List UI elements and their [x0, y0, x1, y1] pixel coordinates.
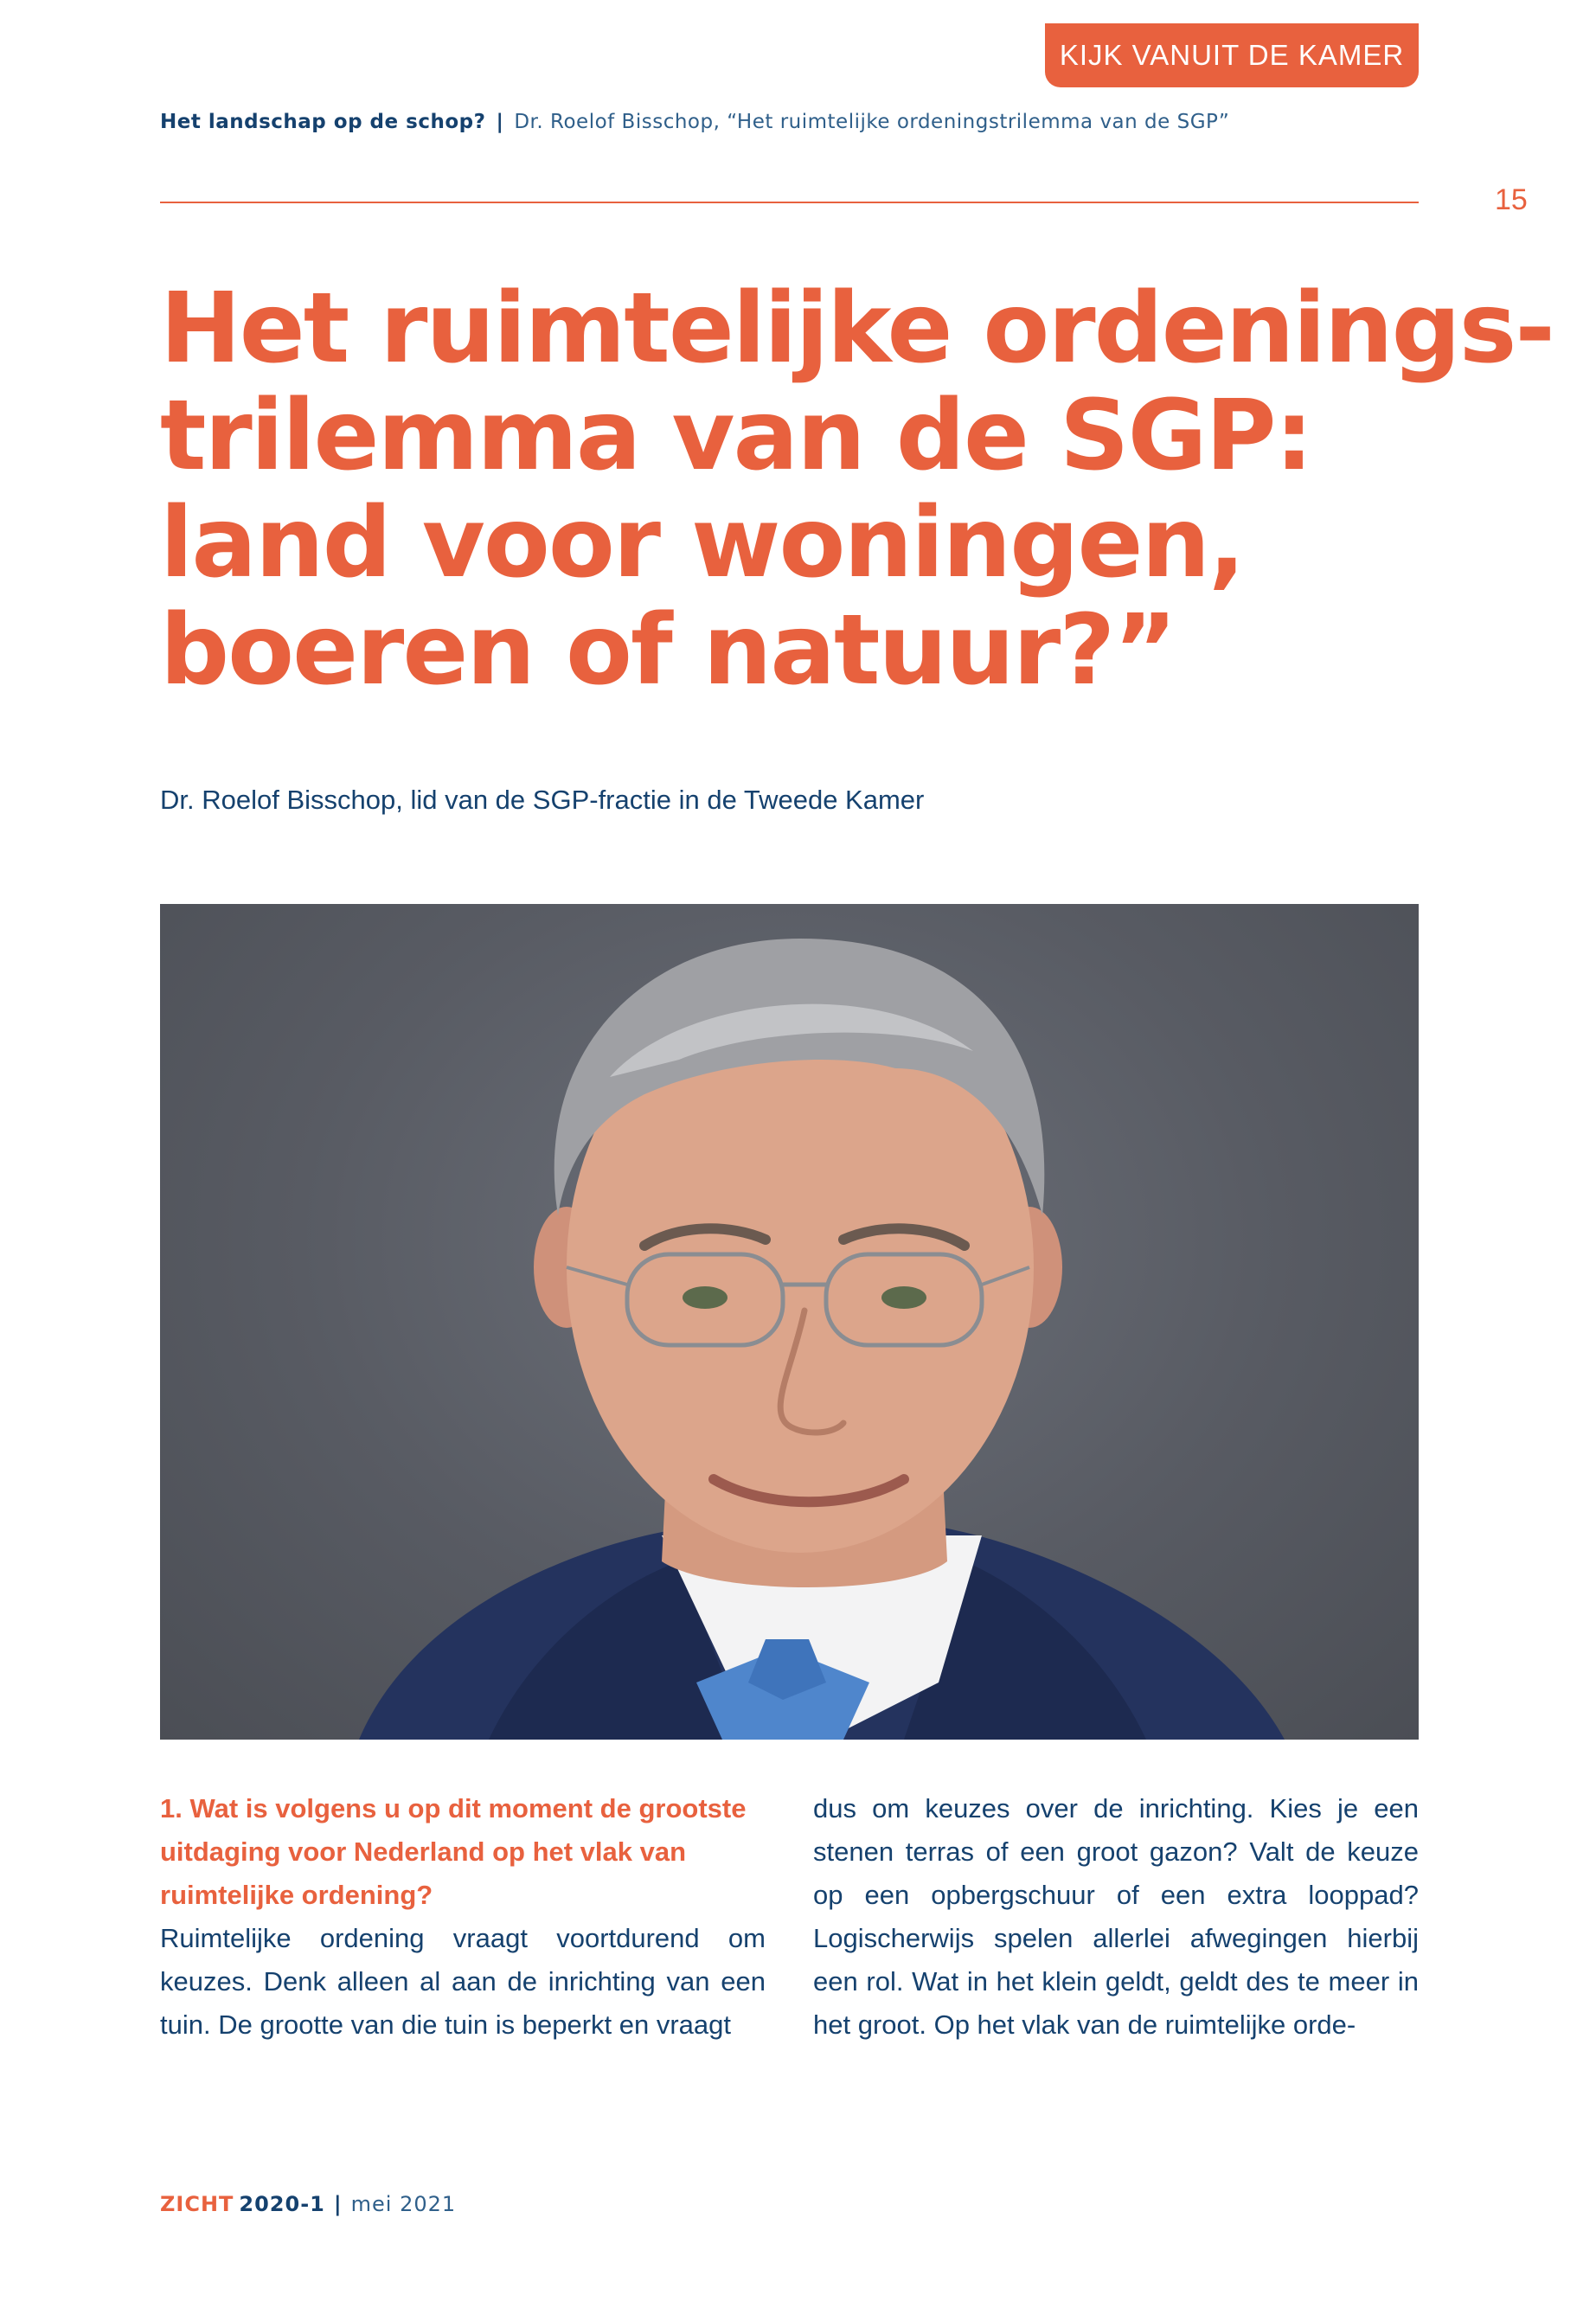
title-line: land voor woningen,: [160, 487, 1244, 599]
author-portrait-photo: [160, 904, 1419, 1740]
running-head-article: Dr. Roelof Bisschop, “Het ruimtelijke ordeningstrilemma van de SGP”: [514, 111, 1230, 133]
title-line: trilemma van de SGP:: [160, 380, 1312, 492]
running-head-separator: |: [496, 111, 504, 133]
answer-text-continued: dus om keuzes over de inrichting. Kies je een stenen terras of een groot gazon? Valt de keuze op een opbergschuur of een extra looppad? Logischerwijs spelen allerlei afwegingen hierbij een rol. Wat in het klein geldt, geldt des te meer in het groot. Op het vlak van de ruimtelijke orde-: [813, 1793, 1419, 2040]
byline: Dr. Roelof Bisschop, lid van de SGP-fractie in de Tweede Kamer: [160, 785, 925, 815]
running-head-series: Het landschap op de schop?: [160, 111, 486, 133]
interview-question: 1. Wat is volgens u op dit moment de grootste uitdaging voor Nederland op het vlak van ruimtelijke ordening?: [160, 1793, 747, 1910]
footer-date: mei 2021: [350, 2192, 457, 2216]
title-line: boeren of natuur?”: [160, 594, 1176, 707]
footer-issue: 2020-1: [239, 2192, 325, 2216]
running-head: [160, 111, 1229, 133]
title-line: Het ruimtelijke ordenings-: [160, 272, 1554, 385]
column-right: [813, 1787, 1419, 2047]
article-title: [160, 272, 1554, 707]
page-footer: [160, 2192, 456, 2216]
answer-text: Ruimtelijke ordening vraagt voortdurend om keuzes. Denk alleen al aan de inrichting van een tuin. De grootte van die tuin is beperkt en vraagt: [160, 1923, 766, 2040]
footer-separator: |: [333, 2192, 343, 2216]
page-number: 15: [1495, 183, 1528, 216]
header-rule: [160, 202, 1419, 203]
section-tab: KIJK VANUIT DE KAMER: [1045, 23, 1419, 87]
column-left: [160, 1787, 766, 2047]
portrait-illustration: [160, 904, 1419, 1740]
footer-brand: ZICHT: [160, 2192, 234, 2216]
